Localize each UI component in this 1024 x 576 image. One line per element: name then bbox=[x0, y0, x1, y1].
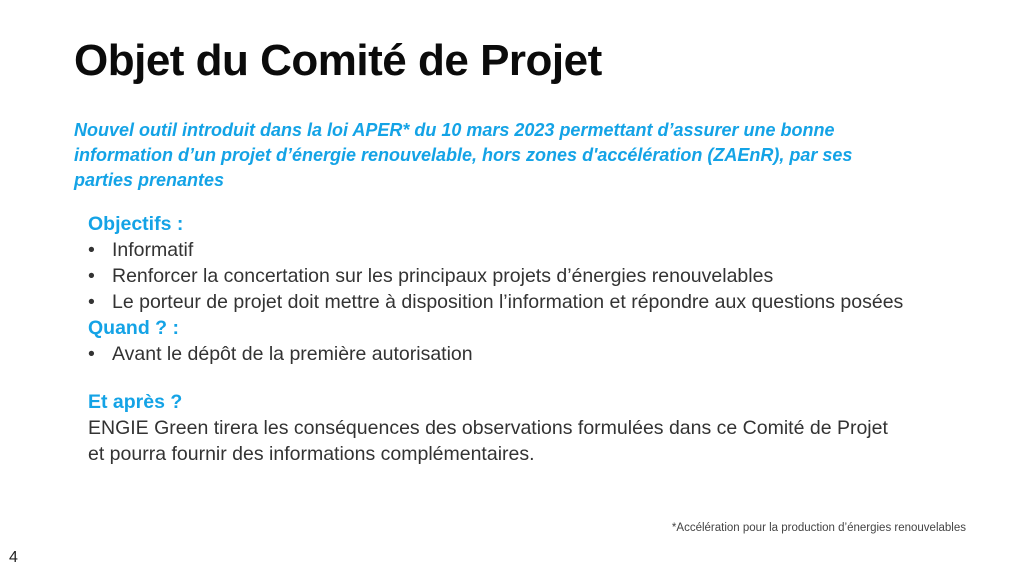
after-text: ENGIE Green tirera les conséquences des observations formulées dans ce Comité de Projet et pourra fournir des informations complémentaires. bbox=[88, 417, 888, 465]
list-item bbox=[88, 237, 928, 263]
list-item-text: Avant le dépôt de la première autorisation bbox=[112, 343, 473, 365]
list-item bbox=[88, 263, 928, 289]
bullet-icon: • bbox=[88, 343, 95, 365]
list-item bbox=[88, 341, 928, 367]
bullet-icon: • bbox=[88, 239, 95, 261]
page-number: 4 bbox=[9, 549, 18, 566]
objectives-list bbox=[88, 237, 928, 315]
slide-title: Objet du Comité de Projet bbox=[74, 36, 602, 85]
bullet-icon: • bbox=[88, 265, 95, 287]
list-item-text: Le porteur de projet doit mettre à disposition l’information et répondre aux questions posées bbox=[112, 291, 904, 313]
after-heading: Et après ? bbox=[88, 391, 183, 413]
list-item-text: Renforcer la concertation sur les principaux projets d’énergies renouvelables bbox=[112, 265, 774, 287]
list-item bbox=[88, 289, 928, 315]
objectives-heading: Objectifs : bbox=[88, 213, 184, 235]
when-heading: Quand ? : bbox=[88, 317, 179, 339]
intro-text: Nouvel outil introduit dans la loi APER* du 10 mars 2023 permettant d’assurer une bonne information d’un projet d’énergie renouvelable, hors zones d'accélération (ZAEnR), par ses parties prenantes bbox=[74, 120, 853, 190]
slide-content bbox=[88, 211, 928, 367]
list-item-text: Informatif bbox=[112, 239, 194, 261]
bullet-icon: • bbox=[88, 291, 95, 313]
footnote: *Accélération pour la production d’énergies renouvelables bbox=[671, 522, 966, 534]
when-list bbox=[88, 341, 928, 367]
